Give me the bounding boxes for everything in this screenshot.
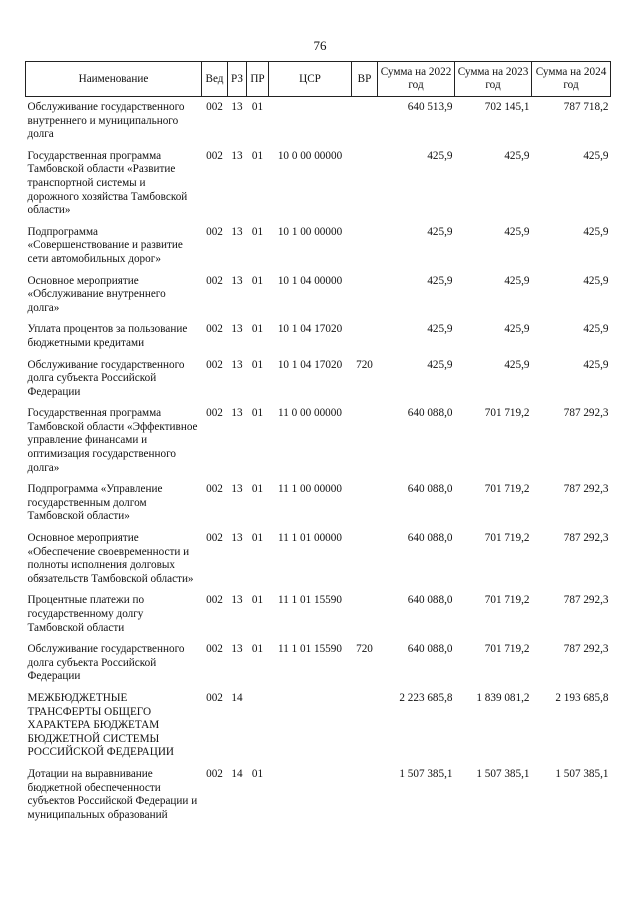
cell-rz: 13: [231, 274, 243, 287]
cell-vr: [352, 768, 378, 830]
cell-name: Подпрограмма «Совершенствование и развитие сети автомобильных дорог»: [27, 225, 183, 265]
cell-rz: 13: [231, 323, 243, 336]
cell-sum-2024: 1 507 385,1: [555, 767, 609, 780]
cell-ved: 002: [206, 594, 223, 607]
cell-pr: 01: [251, 594, 264, 607]
cell-sum-2024: 425,9: [583, 274, 609, 287]
cell-vr: [352, 407, 378, 483]
table-row: [26, 532, 611, 594]
cell-rz: 14: [231, 691, 243, 704]
cell-pr: [247, 692, 269, 768]
cell-ved: 002: [206, 274, 223, 287]
cell-vr: [352, 97, 378, 150]
cell-csr: 10 1 04 00000: [277, 274, 343, 287]
cell-pr: 01: [251, 225, 264, 238]
cell-sum-2023: 1 507 385,1: [476, 767, 530, 780]
cell-ved: 002: [206, 691, 223, 704]
cell-sum-2022: 640 088,0: [407, 594, 453, 607]
cell-csr: [269, 97, 352, 150]
table-row: [26, 483, 611, 532]
cell-vr: [352, 532, 378, 594]
cell-ved: 002: [206, 358, 223, 371]
cell-vr: 720: [356, 643, 373, 656]
table-row: [26, 323, 611, 358]
header-name: Наименование: [26, 62, 202, 97]
cell-ved: 002: [206, 643, 223, 656]
page-number: 76: [313, 38, 327, 53]
cell-sum-2022: 425,9: [427, 149, 453, 162]
header-sum-2022: Сумма на 2022 год: [378, 62, 455, 97]
cell-sum-2024: 425,9: [583, 225, 609, 238]
cell-sum-2023: 425,9: [504, 274, 530, 287]
cell-sum-2024: 2 193 685,8: [555, 691, 609, 704]
cell-vr: [352, 150, 378, 226]
cell-rz: 13: [231, 643, 243, 656]
header-sum-2023: Сумма на 2023 год: [455, 62, 532, 97]
table-row: [26, 643, 611, 692]
cell-csr: 11 0 00 00000: [278, 407, 342, 420]
cell-sum-2024: 787 292,3: [563, 594, 609, 607]
cell-pr: 01: [251, 407, 264, 420]
cell-sum-2022: 425,9: [427, 323, 453, 336]
cell-sum-2022: 640 088,0: [407, 532, 453, 545]
cell-name: Основное мероприятие «Обслуживание внутреннего долга»: [27, 274, 166, 314]
cell-name: Основное мероприятие «Обеспечение своевременности и полноты исполнения долговых обязательств Тамбовской области»: [27, 532, 194, 585]
header-sum-2024: Сумма на 2024 год: [532, 62, 611, 97]
cell-vr: 720: [356, 358, 373, 371]
cell-sum-2022: 1 507 385,1: [399, 767, 453, 780]
cell-rz: 13: [231, 149, 243, 162]
cell-pr: 01: [251, 149, 264, 162]
cell-sum-2024: 787 292,3: [563, 483, 609, 496]
cell-sum-2023: 1 839 081,2: [476, 691, 530, 704]
table-row: [26, 226, 611, 275]
cell-sum-2024: 787 292,3: [563, 643, 609, 656]
cell-ved: 002: [206, 101, 223, 113]
cell-csr: 11 1 01 00000: [278, 532, 342, 545]
cell-pr: 01: [251, 323, 264, 336]
cell-csr: 10 1 00 00000: [277, 225, 343, 238]
cell-sum-2022: 425,9: [427, 225, 453, 238]
cell-name: Уплата процентов за пользование бюджетными кредитами: [27, 323, 188, 349]
cell-pr: 01: [251, 274, 264, 287]
cell-ved: 002: [206, 767, 223, 780]
cell-vr: [352, 594, 378, 643]
cell-ved: 002: [206, 225, 223, 238]
cell-csr: 11 1 01 15590: [278, 643, 342, 656]
cell-rz: 13: [231, 358, 243, 371]
cell-sum-2024: 787 292,3: [563, 407, 609, 420]
cell-pr: 01: [251, 643, 264, 656]
cell-sum-2023: 702 145,1: [484, 101, 530, 113]
cell-sum-2023: 425,9: [504, 149, 530, 162]
cell-name: Обслуживание государственного долга субъекта Российской Федерации: [27, 358, 185, 398]
cell-sum-2023: 701 719,2: [484, 594, 530, 607]
cell-sum-2022: 2 223 685,8: [399, 691, 453, 704]
cell-sum-2023: 425,9: [504, 225, 530, 238]
cell-sum-2022: 425,9: [427, 274, 453, 287]
cell-sum-2024: 425,9: [583, 323, 609, 336]
header-ved: Вед: [202, 62, 228, 97]
table-row: [26, 150, 611, 226]
table-body: [26, 97, 611, 831]
table-header: [26, 62, 611, 97]
cell-name: Обслуживание государственного внутреннего и муниципального долга: [27, 101, 185, 141]
cell-pr: 01: [251, 532, 264, 545]
cell-csr: 10 1 04 17020: [277, 323, 343, 336]
cell-csr: [269, 768, 352, 830]
cell-vr: [352, 226, 378, 275]
cell-rz: 13: [231, 101, 243, 113]
cell-vr: [352, 692, 378, 768]
table-row: [26, 768, 611, 830]
cell-rz: 14: [231, 767, 243, 780]
cell-sum-2023: 425,9: [504, 323, 530, 336]
table-row: [26, 407, 611, 483]
cell-vr: [352, 323, 378, 358]
cell-sum-2023: 701 719,2: [484, 643, 530, 656]
cell-pr: 01: [251, 358, 264, 371]
cell-sum-2023: 425,9: [504, 358, 530, 371]
header-vr: ВР: [352, 62, 378, 97]
cell-name: Государственная программа Тамбовской области «Эффективное управление финансами и оптимизация государственного долга»: [27, 407, 198, 474]
cell-ved: 002: [206, 483, 223, 496]
cell-sum-2023: 701 719,2: [484, 483, 530, 496]
header-rz: РЗ: [228, 62, 247, 97]
cell-name: Обслуживание государственного долга субъекта Российской Федерации: [27, 643, 185, 683]
header-pr: ПР: [247, 62, 269, 97]
table-row: [26, 359, 611, 408]
cell-csr: 11 1 00 00000: [278, 483, 342, 496]
cell-pr: 01: [251, 101, 264, 113]
cell-vr: [352, 275, 378, 324]
cell-rz: 13: [231, 225, 243, 238]
cell-csr: [269, 692, 352, 768]
cell-sum-2024: 787 292,3: [563, 532, 609, 545]
cell-sum-2022: 640 088,0: [407, 643, 453, 656]
cell-sum-2022: 640 088,0: [407, 407, 453, 420]
cell-sum-2022: 640 088,0: [407, 483, 453, 496]
cell-rz: 13: [231, 483, 243, 496]
cell-name: Процентные платежи по государственному долгу Тамбовской области: [27, 594, 145, 634]
table-row: [26, 97, 611, 150]
cell-sum-2023: 701 719,2: [484, 532, 530, 545]
cell-name: Дотации на выравнивание бюджетной обеспеченности субъектов Российской Федерации и муниципальных образований: [27, 767, 198, 821]
cell-sum-2024: 425,9: [583, 149, 609, 162]
cell-sum-2024: 425,9: [583, 358, 609, 371]
cell-pr: 01: [251, 767, 264, 780]
cell-rz: 13: [231, 407, 243, 420]
cell-pr: 01: [251, 483, 264, 496]
cell-rz: 13: [231, 532, 243, 545]
table-row: [26, 692, 611, 768]
cell-ved: 002: [206, 532, 223, 545]
cell-csr: 10 1 04 17020: [277, 358, 343, 371]
cell-sum-2022: 640 513,9: [407, 101, 453, 113]
cell-name: Подпрограмма «Управление государственным долгом Тамбовской области»: [27, 483, 163, 523]
cell-ved: 002: [206, 323, 223, 336]
cell-csr: 11 1 01 15590: [278, 594, 342, 607]
cell-name: Государственная программа Тамбовской области «Развитие транспортной системы и дорожного хозяйства Тамбовской области»: [27, 149, 188, 217]
cell-name: МЕЖБЮДЖЕТНЫЕ ТРАНСФЕРТЫ ОБЩЕГО ХАРАКТЕРА БЮДЖЕТАМ БЮДЖЕТНОЙ СИСТЕМЫ РОССИЙСКОЙ ФЕДЕРАЦИИ: [27, 691, 175, 759]
cell-ved: 002: [206, 149, 223, 162]
cell-vr: [352, 483, 378, 532]
cell-sum-2023: 701 719,2: [484, 407, 530, 420]
header-csr: ЦСР: [269, 62, 352, 97]
table-row: [26, 594, 611, 643]
cell-ved: 002: [206, 407, 223, 420]
cell-csr: 10 0 00 00000: [277, 149, 343, 162]
budget-table: [25, 61, 611, 830]
cell-rz: 13: [231, 594, 243, 607]
cell-sum-2024: 787 718,2: [563, 101, 609, 113]
cell-sum-2022: 425,9: [427, 358, 453, 371]
table-row: [26, 275, 611, 324]
